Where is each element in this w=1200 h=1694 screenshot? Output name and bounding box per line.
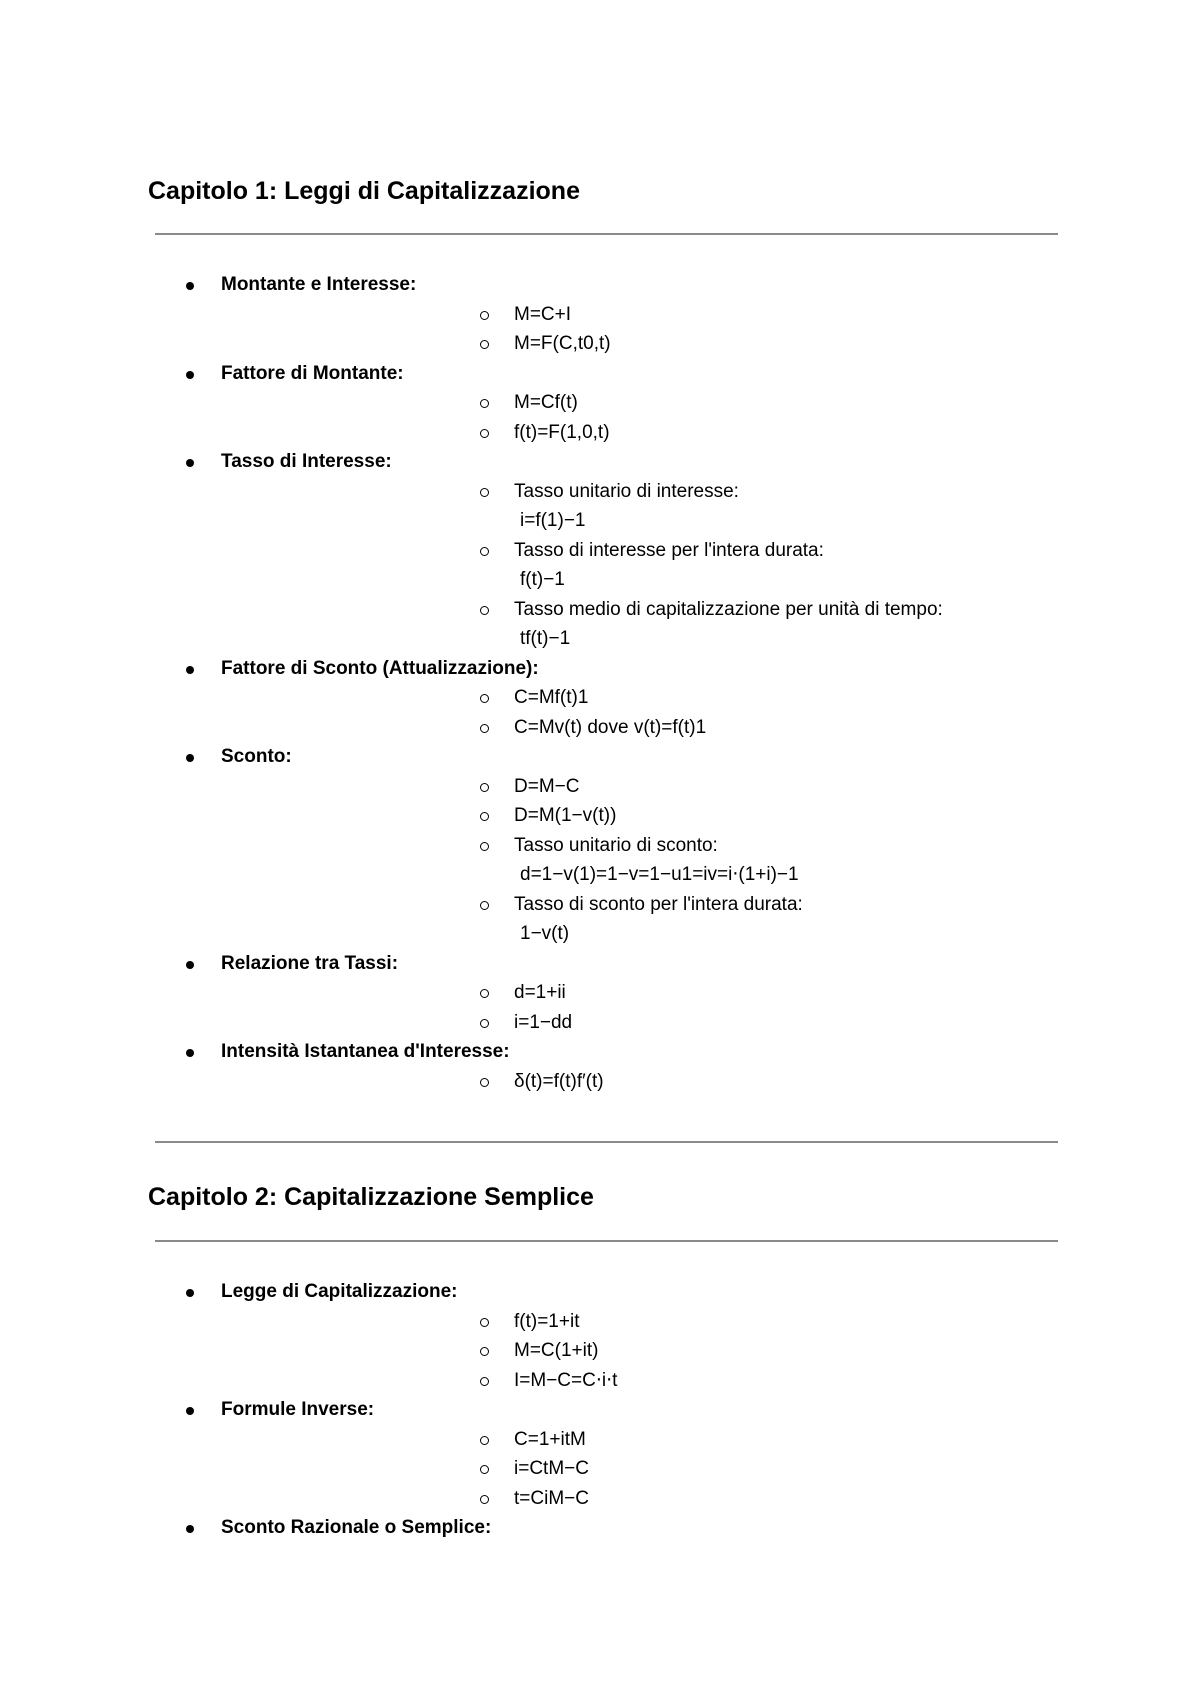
- formula: M=Cf(t): [514, 392, 578, 413]
- formula: M=F(C,t0,t): [514, 333, 611, 354]
- sub-item: [221, 300, 1200, 330]
- sub-label: Tasso medio di capitalizzazione per unità di tempo:: [514, 598, 943, 620]
- circle-bullet-icon: [480, 1019, 489, 1028]
- sub-item: [221, 388, 1200, 418]
- bullet-icon: [186, 371, 194, 379]
- item-label: Relazione tra Tassi:: [221, 952, 399, 974]
- circle-bullet-icon: [480, 842, 489, 851]
- sub-item: [221, 713, 1200, 743]
- list-item: [0, 1513, 1200, 1543]
- list-item: [0, 447, 1200, 654]
- list-item: [0, 270, 1200, 359]
- circle-bullet-icon: [480, 488, 489, 497]
- sub-item: [221, 801, 1200, 831]
- formula: i=CtM−C: [514, 1458, 589, 1479]
- formula: f(t)=1+it: [514, 1310, 580, 1332]
- sub-item: [221, 1425, 1200, 1455]
- formula: d=1−v(1)=1−v=1−u1=iv=i⋅(1+i)−1: [520, 864, 799, 885]
- item-label: Sconto Razionale o Semplice:: [221, 1517, 492, 1538]
- circle-bullet-icon: [480, 783, 489, 792]
- sub-item: [221, 890, 1200, 949]
- formula: D=M(1−v(t)): [514, 805, 617, 826]
- item-label: Formule Inverse:: [221, 1399, 375, 1420]
- sub-label: Tasso unitario di sconto:: [514, 834, 718, 856]
- circle-bullet-icon: [480, 606, 489, 615]
- circle-bullet-icon: [480, 1377, 489, 1386]
- sub-item: [221, 831, 1200, 890]
- divider: [155, 1141, 1058, 1143]
- circle-bullet-icon: [480, 340, 489, 349]
- item-label: Fattore di Sconto (Attualizzazione):: [221, 657, 539, 679]
- list-item: [0, 742, 1200, 949]
- circle-bullet-icon: [480, 1436, 489, 1445]
- sub-item: [221, 536, 1200, 595]
- bullet-icon: [186, 1407, 194, 1415]
- bullet-icon: [186, 666, 194, 674]
- chapter-1-title: Capitolo 1: Leggi di Capitalizzazione: [148, 177, 580, 205]
- item-label: Fattore di Montante:: [221, 362, 404, 384]
- formula: I=M−C=C⋅i⋅t: [514, 1369, 618, 1391]
- circle-bullet-icon: [480, 547, 489, 556]
- bullet-icon: [186, 1289, 194, 1297]
- circle-bullet-icon: [480, 1495, 489, 1504]
- item-label: Tasso di Interesse:: [221, 451, 392, 472]
- sub-item: [221, 1008, 1200, 1038]
- sub-label: Tasso di sconto per l'intera durata:: [514, 893, 803, 915]
- sub-item: [221, 683, 1200, 713]
- formula: M=C+I: [514, 303, 572, 325]
- bullet-icon: [186, 282, 194, 290]
- list-item: [0, 1277, 1200, 1395]
- formula: tf(t)−1: [520, 628, 571, 649]
- bullet-icon: [186, 961, 194, 969]
- sub-item: [221, 1336, 1200, 1366]
- item-label: Intensità Istantanea d'Interesse:: [221, 1041, 510, 1062]
- circle-bullet-icon: [480, 694, 489, 703]
- sub-label: Tasso di interesse per l'intera durata:: [514, 539, 824, 561]
- bullet-icon: [186, 1049, 194, 1057]
- list-item: [0, 949, 1200, 1038]
- sub-item: [221, 418, 1200, 448]
- list-item: [0, 1037, 1200, 1096]
- sub-item: [221, 772, 1200, 802]
- sub-item: [221, 1067, 1200, 1097]
- item-label: Legge di Capitalizzazione:: [221, 1281, 458, 1302]
- circle-bullet-icon: [480, 901, 489, 910]
- chapter-2-list: [0, 1277, 1200, 1543]
- sub-label: Tasso unitario di interesse:: [514, 480, 739, 502]
- circle-bullet-icon: [480, 812, 489, 821]
- item-label: Sconto:: [221, 746, 292, 767]
- bullet-icon: [186, 754, 194, 762]
- chapter-1-list: [0, 270, 1200, 1096]
- formula: C=Mf(t)1: [514, 687, 589, 708]
- circle-bullet-icon: [480, 399, 489, 408]
- circle-bullet-icon: [480, 1465, 489, 1474]
- formula: f(t)−1: [520, 569, 565, 590]
- formula: C=1+itM: [514, 1428, 586, 1450]
- formula: C=Mv(t) dove v(t)=f(t)1: [514, 716, 707, 738]
- sub-item: [221, 477, 1200, 536]
- formula: i=f(1)−1: [520, 510, 586, 531]
- circle-bullet-icon: [480, 724, 489, 733]
- divider: [155, 233, 1058, 235]
- sub-item: [221, 595, 1200, 654]
- list-item: [0, 359, 1200, 448]
- sub-item: [221, 1366, 1200, 1396]
- item-label: Montante e Interesse:: [221, 274, 417, 295]
- formula: f(t)=F(1,0,t): [514, 421, 610, 443]
- sub-item: [221, 1307, 1200, 1337]
- circle-bullet-icon: [480, 311, 489, 320]
- circle-bullet-icon: [480, 429, 489, 438]
- list-item: [0, 654, 1200, 743]
- bullet-icon: [186, 459, 194, 467]
- formula: t=CiM−C: [514, 1487, 589, 1509]
- sub-item: [221, 329, 1200, 359]
- formula: d=1+ii: [514, 982, 566, 1003]
- bullet-icon: [186, 1525, 194, 1533]
- circle-bullet-icon: [480, 989, 489, 998]
- formula: i=1−dd: [514, 1011, 573, 1033]
- sub-item: [221, 1454, 1200, 1484]
- formula: δ(t)=f(t)f′(t): [514, 1070, 604, 1092]
- formula: D=M−C: [514, 775, 580, 797]
- circle-bullet-icon: [480, 1078, 489, 1087]
- sub-item: [221, 1484, 1200, 1514]
- list-item: [0, 1395, 1200, 1513]
- sub-item: [221, 978, 1200, 1008]
- divider: [155, 1240, 1058, 1242]
- circle-bullet-icon: [480, 1347, 489, 1356]
- circle-bullet-icon: [480, 1318, 489, 1327]
- formula: M=C(1+it): [514, 1340, 599, 1361]
- chapter-2-title: Capitolo 2: Capitalizzazione Semplice: [148, 1183, 594, 1211]
- formula: 1−v(t): [520, 923, 570, 944]
